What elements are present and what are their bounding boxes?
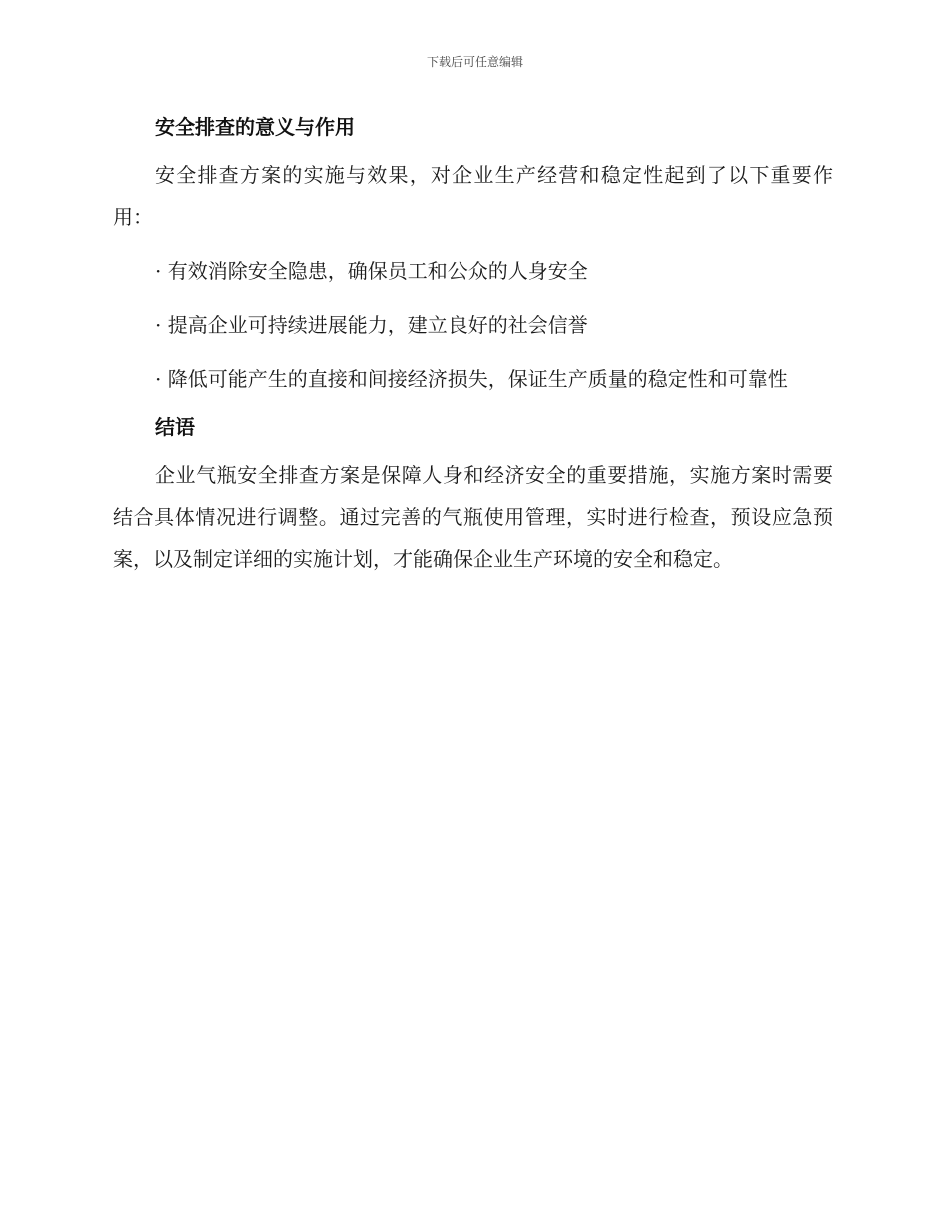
bullet-item-3: · 降低可能产生的直接和间接经济损失，保证生产质量的稳定性和可靠性 <box>155 367 788 391</box>
bullet-item-1: · 有效消除安全隐患，确保员工和公众的人身安全 <box>155 259 588 283</box>
document-body <box>113 108 833 580</box>
conclusion-paragraph: 企业气瓶安全排查方案是保障人身和经济安全的重要措施，实施方案时需要结合具体情况进行调整。通过完善的气瓶使用管理，实时进行检查，预设应急预案，以及制定详细的实施计划，才能确保企业生产环境的安全和稳定。 <box>113 463 833 571</box>
section-heading-significance: 安全排查的意义与作用 <box>155 115 355 139</box>
page-header: 下载后可任意编辑 <box>426 55 523 69</box>
section-intro-paragraph: 安全排查方案的实施与效果，对企业生产经营和稳定性起到了以下重要作用： <box>113 163 833 229</box>
section-heading-conclusion: 结语 <box>155 415 195 439</box>
bullet-item-2: · 提高企业可持续进展能力，建立良好的社会信誉 <box>155 313 588 337</box>
